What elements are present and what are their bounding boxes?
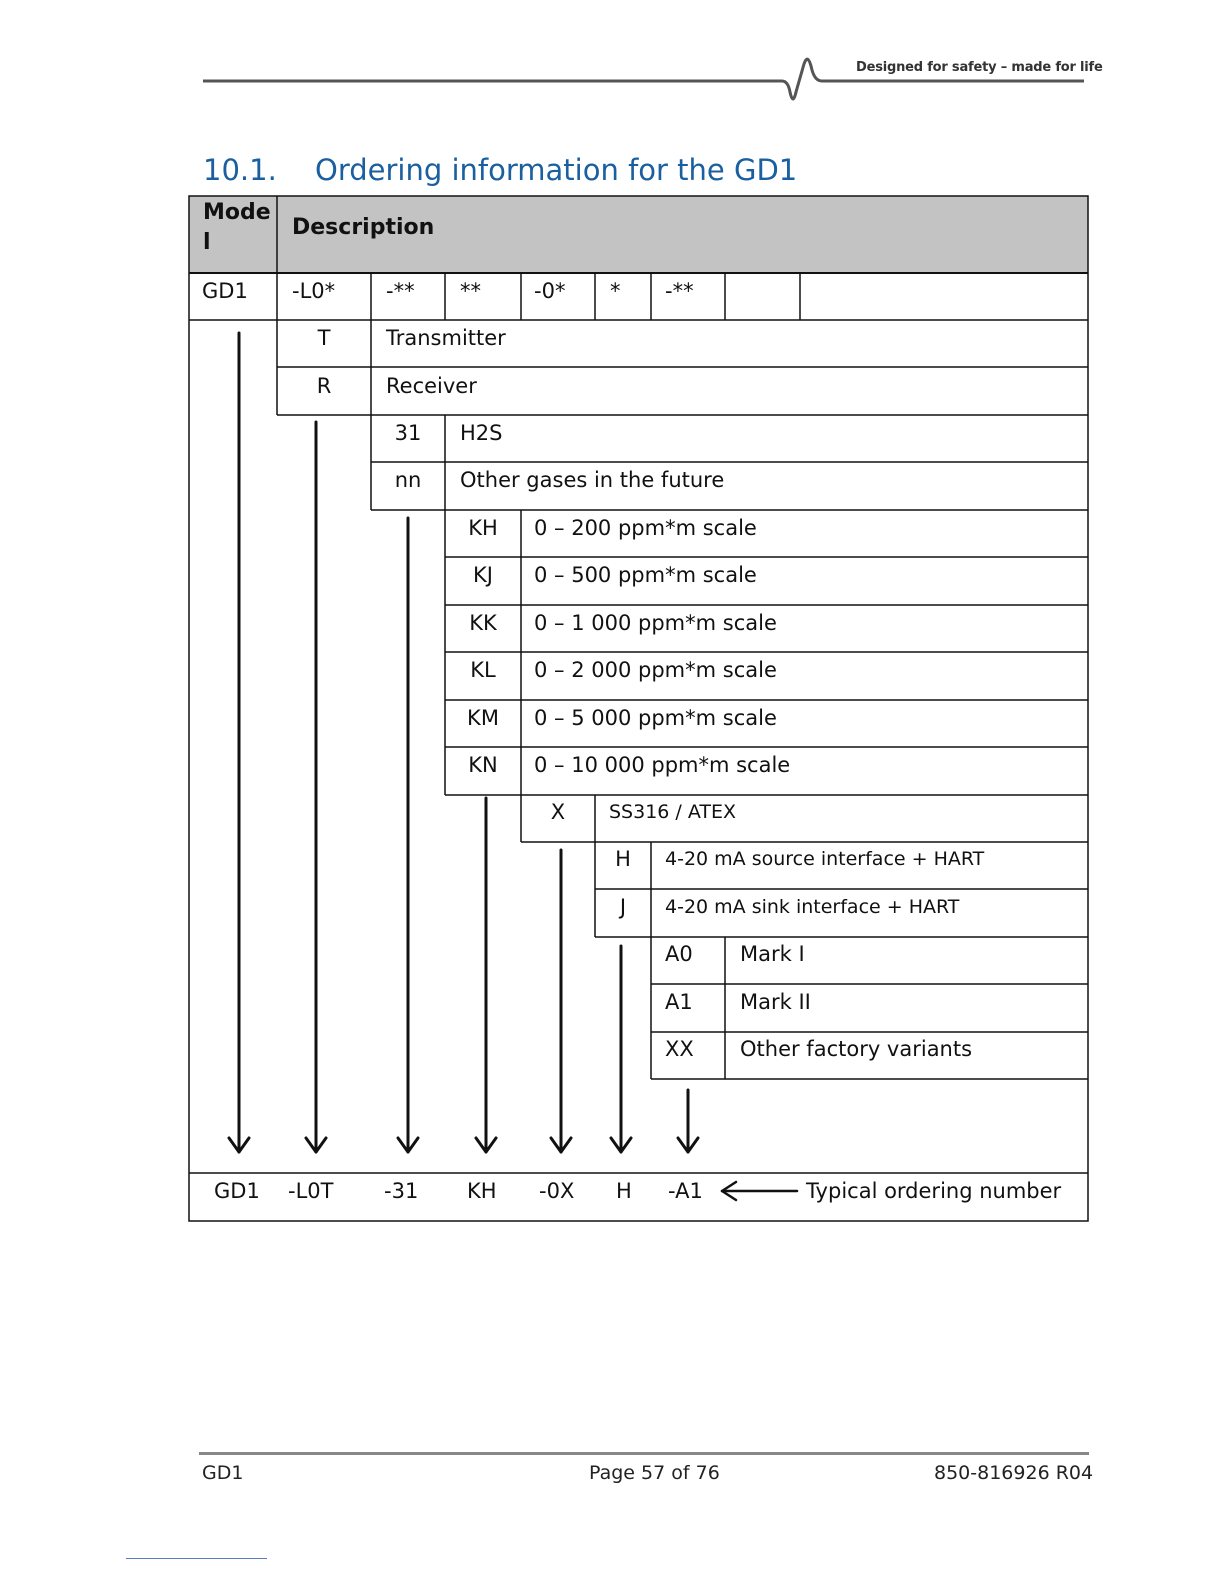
option-label: 4-20 mA source interface + HART (665, 848, 985, 870)
typical-code: -0X (539, 1179, 575, 1203)
option-code: KJ (473, 563, 493, 587)
arrow-down-icon-unit (306, 422, 326, 1152)
typical-code: -A1 (668, 1179, 703, 1203)
code-cell-unit: -L0* (292, 279, 336, 303)
option-code: J (619, 895, 627, 919)
option-code: KH (468, 516, 498, 540)
arrow-down-icon-variant (678, 1090, 698, 1152)
option-code: A1 (665, 990, 693, 1014)
option-code: T (317, 326, 331, 350)
option-label: Mark I (740, 942, 805, 966)
option-label: Receiver (386, 374, 477, 398)
option-label: Other gases in the future (460, 468, 725, 492)
option-code: KN (468, 753, 498, 777)
option-code: R (316, 374, 332, 398)
typical-code: -L0T (288, 1179, 334, 1203)
model-column-header-wrap: l (203, 230, 211, 255)
arrow-down-icon-scale (476, 798, 496, 1152)
code-cell-model: GD1 (202, 279, 248, 303)
option-label: SS316 / ATEX (609, 801, 737, 823)
arrow-down-icon-material (551, 850, 571, 1152)
footer-page-number: Page 57 of 76 (589, 1462, 720, 1484)
typical-code: GD1 (214, 1179, 260, 1203)
option-code: nn (394, 468, 422, 492)
footer-rule (199, 1452, 1089, 1455)
option-label: Mark II (740, 990, 811, 1014)
code-cell-gas: -** (386, 279, 415, 303)
option-code: 31 (394, 421, 422, 445)
option-code: KM (467, 706, 499, 730)
arrow-left-icon-typical (722, 1182, 797, 1200)
typical-code: -31 (384, 1179, 419, 1203)
arrow-down-icon-model (229, 333, 249, 1152)
description-column-header: Description (292, 215, 435, 240)
option-code: A0 (665, 942, 693, 966)
option-code: X (550, 800, 566, 824)
option-label: Transmitter (386, 326, 506, 350)
code-cell-variant: -** (665, 279, 694, 303)
code-cell-material: -0* (534, 279, 566, 303)
option-label: 0 – 200 ppm*m scale (534, 516, 757, 540)
option-label: H2S (460, 421, 503, 445)
model-column-header: Mode (203, 200, 271, 225)
footer-left: GD1 (202, 1462, 244, 1484)
section-title: Ordering information for the GD1 (315, 153, 798, 187)
arrow-down-icon-gas (398, 518, 418, 1152)
section-number: 10.1. (203, 153, 277, 187)
option-label: 0 – 5 000 ppm*m scale (534, 706, 777, 730)
option-label: 0 – 1 000 ppm*m scale (534, 611, 777, 635)
option-label: Other factory variants (740, 1037, 973, 1061)
option-label: 0 – 500 ppm*m scale (534, 563, 757, 587)
typical-code: KH (467, 1179, 497, 1203)
code-cell-scale: ** (460, 279, 481, 303)
option-code: XX (665, 1037, 694, 1061)
option-code: KK (469, 611, 497, 635)
footer-doc-number: 850-816926 R04 (934, 1462, 1094, 1484)
header-tagline: Designed for safety – made for life (856, 60, 1103, 75)
footnote-rule (126, 1558, 267, 1559)
code-cell-interface: * (610, 279, 621, 303)
typical-ordering-label: Typical ordering number (806, 1179, 1062, 1203)
option-code: H (615, 847, 631, 871)
option-label: 4-20 mA sink interface + HART (665, 896, 960, 918)
option-label: 0 – 2 000 ppm*m scale (534, 658, 777, 682)
option-code: KL (470, 658, 496, 682)
arrow-down-icon-interface (611, 946, 631, 1152)
typical-code: H (616, 1179, 632, 1203)
option-label: 0 – 10 000 ppm*m scale (534, 753, 791, 777)
